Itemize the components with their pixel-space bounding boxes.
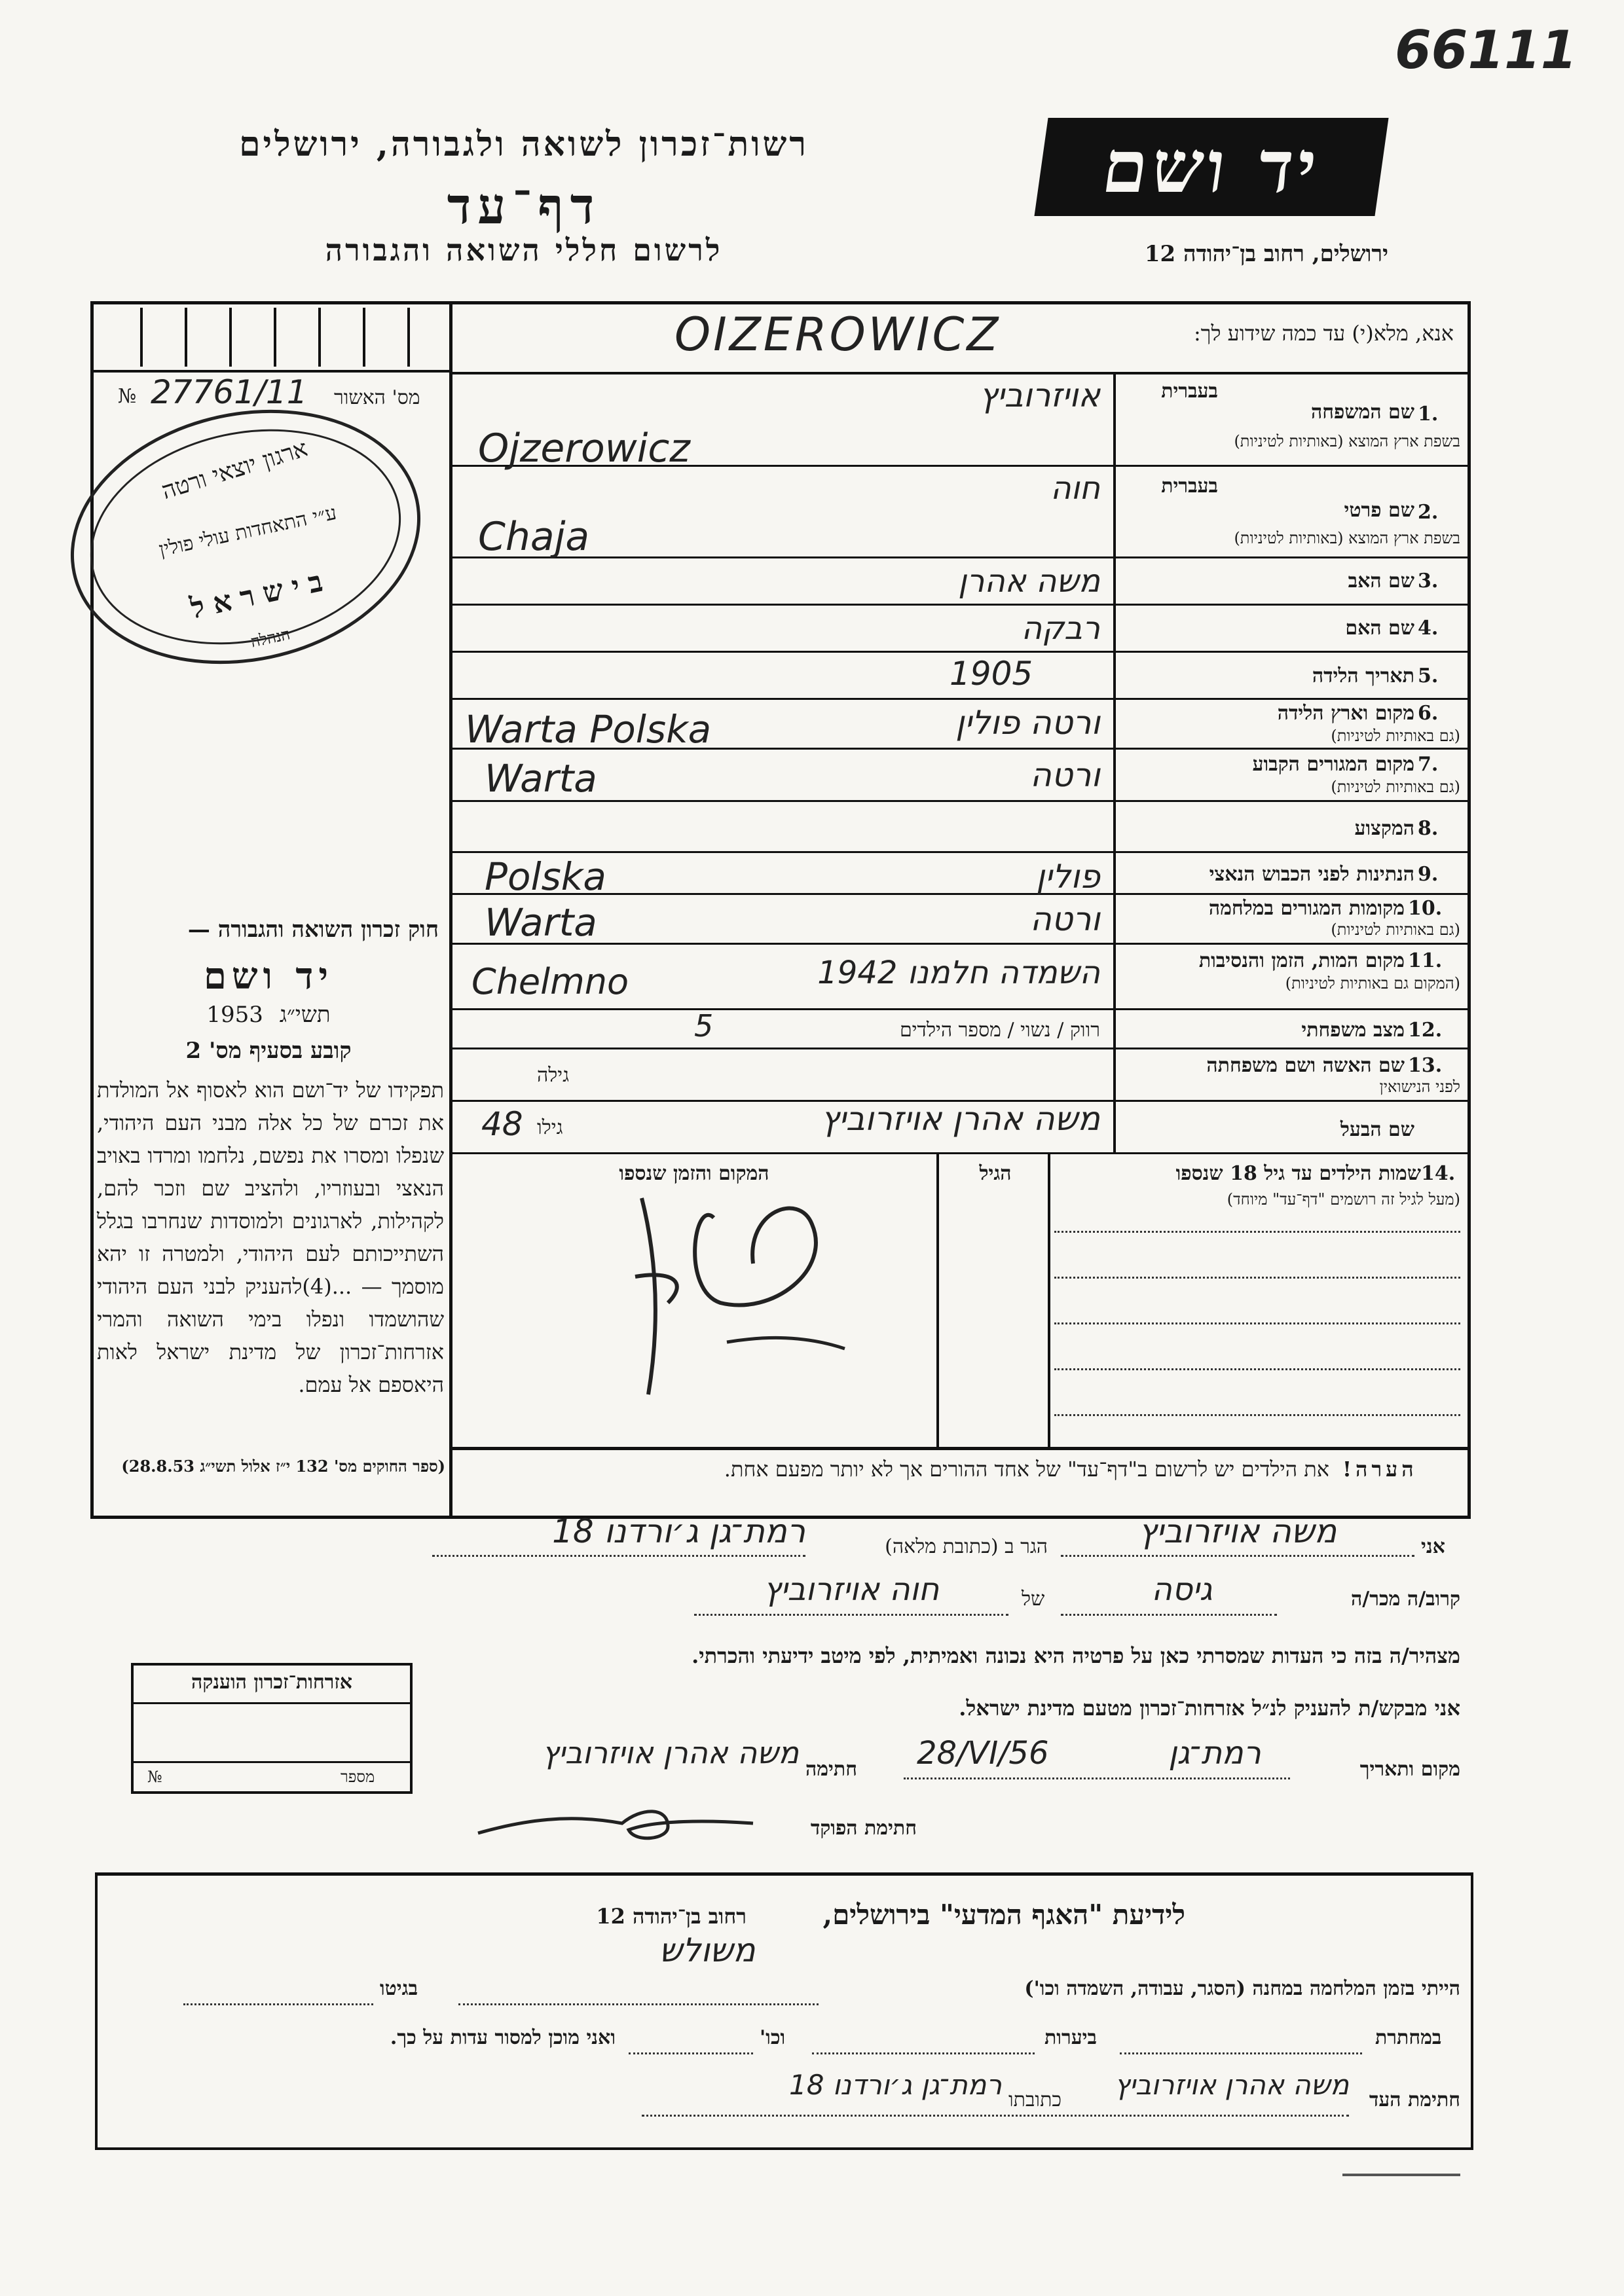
approval-no: № — [118, 385, 137, 408]
law-title: חוק זכרון השואה והגבורה — — [187, 917, 439, 943]
bottom-signature-line — [642, 2115, 1349, 2117]
field-7-latin-value: Warta — [485, 756, 597, 801]
approval-divider — [92, 370, 449, 373]
field-1-number: 1. — [1418, 403, 1439, 426]
field-6-hebrew-value: ורטה פולין — [955, 704, 1100, 742]
row-separator — [449, 851, 1471, 853]
field-1-label: שם המשפחה — [1310, 401, 1414, 424]
field-1-sub: בשפת ארץ המוצא (באותיות לטיניות) — [1234, 432, 1460, 450]
labels-divider — [1113, 373, 1116, 1152]
relation-of-label: של — [1022, 1588, 1045, 1611]
declaration-address-line — [432, 1555, 805, 1557]
signature-value: משה אהרן אויזרוביץ — [542, 1735, 799, 1770]
header-address: ירושלים, רחוב בן־יהודה 12 — [1144, 241, 1388, 267]
field-13-label: שם האשה ושם משפחתה — [1206, 1054, 1405, 1077]
declaration-name-line — [1061, 1555, 1414, 1557]
row-separator — [449, 651, 1471, 653]
field-10-latin-value: Warta — [485, 900, 597, 945]
scan-dash — [1342, 2174, 1460, 2176]
bottom-address: רחוב בן־יהודה 12 — [596, 1904, 747, 1929]
children-number: 14. — [1421, 1162, 1456, 1185]
husband-label: שם הבעל — [1340, 1118, 1414, 1141]
bottom-address-value: רמת־גן ג׳ורדנו 18 — [789, 2069, 1002, 2101]
form-intro: אנא, מלא(י) עד כמה שידוע לך: — [1193, 321, 1454, 346]
seal-line-3: בישראל — [187, 562, 335, 626]
field-7-hebrew-value: ורטה — [1030, 756, 1100, 794]
field-2-latin-value: Chaja — [478, 514, 590, 560]
approval-boxes — [98, 308, 449, 367]
officer-signature-scribble — [471, 1794, 760, 1853]
children-title: שמות הילדים עד גיל 18 שנספו — [1175, 1162, 1421, 1185]
bottom-forests-label: ביערות — [1044, 2026, 1098, 2049]
children-col-divider — [1048, 1152, 1050, 1447]
row-separator — [449, 1152, 1471, 1154]
note-text: את הילדים יש לרשום ב"דף־עד" של אחד ההורים אך לא יותר מפעם אחת. — [724, 1457, 1329, 1482]
field-3-number: 3. — [1418, 570, 1439, 592]
field-1-hebrew-tag: בעברית — [1161, 380, 1218, 403]
law-reference: (ספר החוקים מס' 132 י״ז אלול תשי״ג 28.8.53) — [121, 1457, 445, 1476]
signature-label: חתימה — [805, 1758, 857, 1781]
place-date-line — [904, 1777, 1290, 1779]
field-13-age-label: גילה — [537, 1064, 570, 1087]
field-2-number: 2. — [1418, 501, 1439, 524]
field-9-number: 9. — [1418, 863, 1439, 886]
citizenship-no: № — [147, 1768, 162, 1786]
bottom-etc-line — [629, 2052, 753, 2054]
bottom-ghetto-label: בגיטו — [380, 1977, 418, 2000]
declaration-address-label: הגר ב (כתובת מלאה) — [885, 1535, 1048, 1558]
field-6-latin-value: Warta Polska — [465, 707, 712, 752]
field-5-value: 1905 — [950, 655, 1033, 693]
officer-signature-label: חתימת הפוקד — [810, 1817, 917, 1840]
bottom-address-label: כתובתו — [1008, 2088, 1062, 2111]
children-sub: (מעל לגיל זה רושמים "דף־עד" מיוחד) — [1227, 1190, 1460, 1209]
yad-vashem-logo — [1034, 118, 1388, 216]
field-3-value: משה אהרן — [958, 563, 1100, 600]
law-year-line — [98, 1002, 439, 1028]
children-row-line — [1054, 1368, 1460, 1370]
field-9-hebrew-value: פולין — [1035, 858, 1100, 896]
seal-line-2: ע״י התאחדות עולי פולין — [157, 501, 339, 562]
row-separator — [449, 800, 1471, 802]
bottom-section-left — [95, 1872, 98, 2147]
declaration-i-label: אני — [1421, 1535, 1445, 1558]
law-section: קובע בסעיף מס' 2 — [185, 1038, 352, 1064]
row-separator — [449, 1048, 1471, 1049]
field-1-hebrew-value: אויזרוביץ — [979, 376, 1100, 414]
field-6-number: 6. — [1418, 702, 1439, 725]
field-7-sub: (גם באותיות לטיניות) — [1331, 778, 1460, 796]
declaration-statement: מצהיר/ה בזה כי העדות שמסרתי כאן על פרטיה היא נכונה ואמיתית, לפי מיטב ידיעתי והכרתי. — [692, 1643, 1460, 1668]
field-11-number: 11. — [1408, 949, 1443, 972]
field-3-label: שם האב — [1348, 570, 1414, 592]
field-10-hebrew-value: ורטה — [1030, 900, 1100, 938]
field-2-sub: בשפת ארץ המוצא (באותיות לטיניות) — [1234, 529, 1460, 547]
children-age-header: הגיל — [979, 1162, 1012, 1185]
org-name: רשות־זכרון לשואה ולגבורה, ירושלים — [239, 124, 809, 164]
husband-age-label: גילו — [537, 1116, 563, 1139]
law-year-hebrew: תשי״ג — [279, 1002, 331, 1028]
bottom-section-right — [1471, 1872, 1473, 2147]
field-11-label: מקום המות, הזמן והנסיבות — [1198, 949, 1405, 972]
relation-line — [1061, 1614, 1277, 1616]
bottom-ready-text: ואני מוכן למסור עדות על כך. — [390, 2026, 616, 2049]
place-value: רמת־גן — [1168, 1735, 1261, 1772]
relation-value: גיסה — [1151, 1571, 1213, 1608]
intro-divider — [449, 372, 1471, 374]
bottom-signature-label: חתימת העד — [1369, 2088, 1460, 2111]
relation-of-name: חוה אויזרוביץ — [763, 1571, 940, 1608]
relation-label: קרוב/ה מכר/ה — [1351, 1588, 1460, 1611]
field-11-hebrew-value: השמדה חלמנו 1942 — [817, 955, 1100, 991]
page-number: 66111 — [1395, 20, 1578, 81]
intro-surname-value: OIZEROWICZ — [674, 308, 1001, 361]
field-10-number: 10. — [1408, 897, 1443, 920]
field-12-number: 12. — [1408, 1019, 1443, 1042]
declaration-name: משה אויזרוביץ — [1138, 1512, 1337, 1550]
row-separator — [449, 604, 1471, 606]
field-7-label: מקום המגורים הקבוע — [1252, 753, 1414, 776]
declaration-address: רמת־גן ג׳ורדנו 18 — [552, 1512, 805, 1550]
field-8-label: המקצוע — [1354, 817, 1414, 840]
field-9-label: הנתינות לפני הכבוש הנאצי — [1209, 863, 1414, 886]
bottom-signature-value: משה אהרן אויזרוביץ — [1114, 2069, 1349, 2101]
children-col-divider — [936, 1152, 939, 1447]
bottom-camp-line — [458, 2003, 819, 2005]
relation-of-line — [694, 1614, 1008, 1616]
row-separator — [449, 556, 1471, 558]
note-top-divider — [449, 1447, 1471, 1450]
row-separator — [449, 1008, 1471, 1010]
field-10-sub: (גם באותיות לטיניות) — [1331, 920, 1460, 939]
field-9-latin-value: Polska — [485, 854, 606, 899]
children-row-line — [1054, 1322, 1460, 1324]
field-10-label: מקומות המגורים במלחמה — [1208, 897, 1405, 920]
field-12-options: רווק / נשוי / מספר הילדים — [899, 1019, 1100, 1042]
field-1-latin-value: Ojzerowicz — [478, 426, 690, 471]
field-6-label: מקום וארץ הלידה — [1277, 702, 1414, 725]
seal-line-4: הנהלה — [249, 625, 292, 651]
field-2-label: שם פרטי — [1344, 499, 1414, 522]
note-label: הערה! — [1342, 1457, 1418, 1482]
row-separator — [449, 698, 1471, 700]
document-subtitle: לרשום חללי השואה והגבורה — [325, 232, 723, 268]
bottom-etc-label: וכו' — [760, 2026, 786, 2049]
left-column-divider — [449, 301, 452, 1519]
logo-text: יד ושם — [1097, 124, 1326, 209]
field-13-number: 13. — [1408, 1054, 1443, 1077]
law-year: 1953 — [206, 1002, 263, 1028]
children-row-line — [1054, 1231, 1460, 1233]
seal-line-1: ארגון יוצאי ורטה — [158, 435, 311, 505]
field-5-number: 5. — [1418, 665, 1439, 687]
husband-age: 48 — [481, 1105, 523, 1143]
field-2-hebrew-tag: בעברית — [1161, 475, 1218, 498]
law-body: תפקידו של יד־ושם הוא לאסוף אל המולדת את זכרם של כל אלה מבני העם היהודי, שנפלו ומסרו את נפשם, נלחמו ומרדו באויב הנאצי ובעוזריו, ולהציב שם וזכר להם, לקהילות, לארגונים ולמוסדות שנחרבו בגלל השתייכותם לעם היהודי, ולמטרה זו יהא מוסמך — ...(4)להעניק לבני העם היהודי שהושמדו ונפלו בימי השואה והמרי אזרחות־זכרון של מדינת ישראל לאות היאספם אל עמם. — [97, 1078, 445, 1397]
husband-value: משה אהרן אויזרוביץ — [821, 1100, 1100, 1138]
children-row-line — [1054, 1277, 1460, 1279]
field-12-children-count: 5 — [694, 1008, 714, 1044]
field-4-number: 4. — [1418, 617, 1439, 640]
field-6-sub: (גם באותיות לטיניות) — [1331, 727, 1460, 745]
field-4-value: רבקה — [1021, 610, 1100, 647]
bottom-underground-line — [1120, 2052, 1362, 2054]
field-8-number: 8. — [1418, 817, 1439, 840]
field-7-number: 7. — [1418, 753, 1439, 776]
field-4-label: שם האם — [1345, 617, 1414, 640]
bottom-title: לידיעת "האגף המדעי" בירושלים, — [822, 1899, 1185, 1931]
field-13-sub: לפני הנישואין — [1379, 1078, 1460, 1096]
field-11-sub: (המקום גם באותיות לטיניות) — [1285, 974, 1460, 993]
approval-label: מס' האשור — [334, 386, 420, 409]
field-2-hebrew-value: חוה — [1050, 470, 1100, 507]
approval-number: 27761/11 — [151, 373, 308, 411]
bottom-ghetto-line — [183, 2003, 373, 2005]
bottom-handwritten-note: משולש — [659, 1931, 756, 1969]
children-place-header: המקום והזמן שנספו — [619, 1162, 769, 1185]
declaration-request: אני מבקש/ת להעניק לנ״ל אזרחות־זכרון מטעם מדינת ישראל. — [959, 1696, 1460, 1721]
row-separator — [449, 943, 1471, 945]
citizenship-number-label: מספר — [341, 1768, 375, 1786]
children-crossout-scribble — [616, 1172, 891, 1408]
bottom-forests-line — [812, 2052, 1035, 2054]
citizenship-box-divider — [131, 1761, 413, 1763]
law-name: יד ושם — [203, 955, 334, 998]
document-title: דף־עד — [447, 177, 601, 235]
citizenship-box-divider — [131, 1702, 413, 1704]
children-row-line — [1054, 1414, 1460, 1416]
bottom-line-1-text: הייתי בזמן המלחמה במחנה (הסגר, עבודה, השמדה וכו') — [1024, 1977, 1460, 2000]
citizenship-box-title: אזרחות־זכרון הוענקה — [191, 1671, 353, 1694]
date-value: 28/VI/56 — [917, 1735, 1049, 1772]
bottom-section-top — [95, 1872, 1473, 1876]
field-11-latin-value: Chelmno — [471, 961, 629, 1002]
place-date-label: מקום ותאריך — [1359, 1758, 1460, 1781]
field-12-label: מצב משפחתי — [1301, 1019, 1405, 1042]
bottom-underground-label: במחתרת — [1375, 2026, 1442, 2049]
field-5-label: תאריך הלידה — [1312, 665, 1414, 687]
bottom-section-bottom — [95, 2147, 1473, 2150]
